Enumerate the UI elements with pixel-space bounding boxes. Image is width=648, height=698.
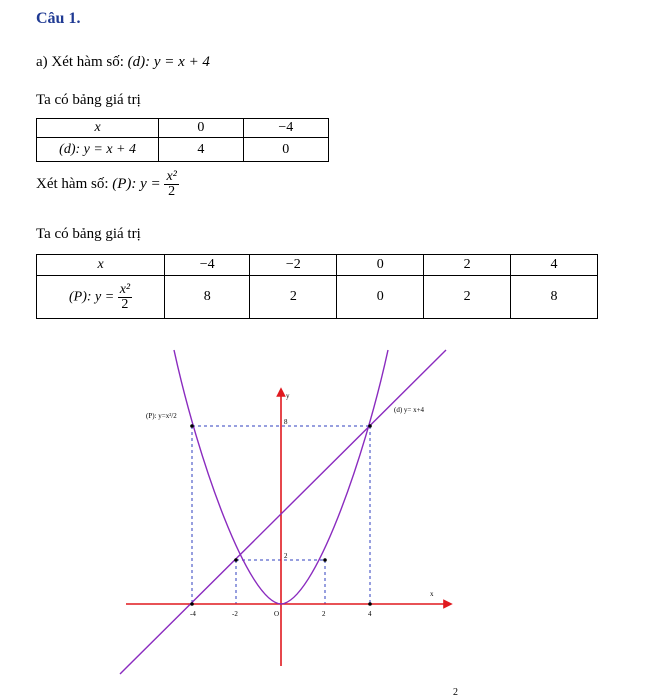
y-axis-label: y <box>286 392 290 400</box>
line-d <box>120 350 446 674</box>
table-d-header-0: 0 <box>159 119 243 138</box>
function-p-denominator: 2 <box>168 184 176 199</box>
part-p-line <box>36 170 179 199</box>
value-table-p <box>36 254 598 319</box>
table-intro-2: Ta có bảng giá trị <box>36 226 141 242</box>
function-p-numerator: x² <box>166 169 177 184</box>
parabola-label: (P): y=x²/2 <box>146 412 177 420</box>
table-p-value: 2 <box>250 276 337 319</box>
table-p-header-0: 0 <box>337 255 424 276</box>
x-tick: 4 <box>368 610 372 618</box>
table-p-value: 0 <box>337 276 424 319</box>
function-p-fraction <box>164 170 178 199</box>
part-a-line <box>36 54 210 71</box>
value-table-d <box>36 118 329 162</box>
table-intro-1: Ta có bảng giá trị <box>36 92 141 108</box>
table-p-row-numerator: x² <box>119 281 131 297</box>
table-d-header-neg4: −4 <box>243 119 328 138</box>
table-d-value-0: 0 <box>243 138 328 162</box>
function-p-left: (P): y = <box>112 176 161 192</box>
table-p-header-2: 2 <box>424 255 511 276</box>
table-p-value: 8 <box>511 276 598 319</box>
table-d-header-x: x <box>37 119 159 138</box>
function-d: (d): y = x + 4 <box>127 54 210 70</box>
function-graph <box>118 340 458 680</box>
table-p-row-denominator: 2 <box>121 296 129 312</box>
part-p-prefix: Xét hàm số: <box>36 176 113 192</box>
table-d-row-label: (d): y = x + 4 <box>37 138 159 162</box>
x-tick: -2 <box>232 610 238 618</box>
x-tick: 2 <box>322 610 326 618</box>
page-mark: 2 <box>453 687 458 698</box>
y-tick-8: 8 <box>284 418 288 426</box>
table-p-value: 2 <box>424 276 511 319</box>
table-p-header-neg4: −4 <box>165 255 250 276</box>
line-label: (d) y= x+4 <box>394 406 425 414</box>
table-p-row-fraction <box>118 283 132 312</box>
y-tick-2: 2 <box>284 552 288 560</box>
table-p-row-label <box>37 276 165 319</box>
table-p-header-x: x <box>37 255 165 276</box>
table-p-header-neg2: −2 <box>250 255 337 276</box>
question-heading: Câu 1. <box>36 10 81 27</box>
x-axis-label: x <box>430 590 434 598</box>
x-tick: -4 <box>190 610 196 618</box>
origin-label: O <box>274 610 280 618</box>
table-d-value-4: 4 <box>159 138 243 162</box>
part-a-prefix: a) Xét hàm số: <box>36 54 128 70</box>
table-p-header-4: 4 <box>511 255 598 276</box>
table-p-row-label-left: (P): y = <box>69 289 115 304</box>
table-p-value: 8 <box>165 276 250 319</box>
